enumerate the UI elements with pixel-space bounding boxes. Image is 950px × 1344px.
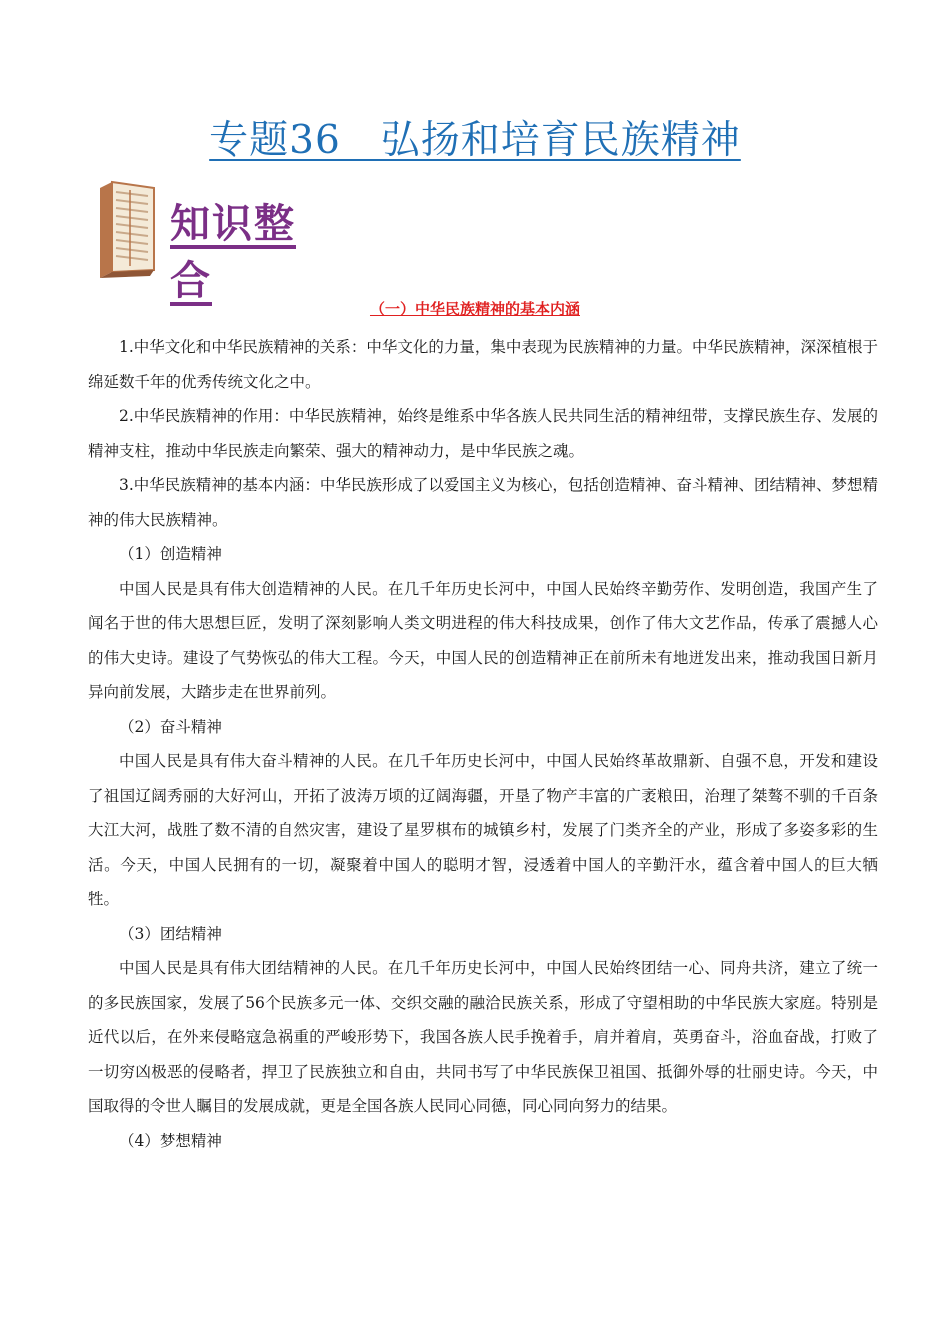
page-title	[0, 118, 950, 165]
document-body	[88, 330, 878, 1158]
paragraph: 2.中华民族精神的作用：中华民族精神，始终是维系中华各族人民共同生活的精神纽带，支撑民族生存、发展的精神支柱，推动中华民族走向繁荣、强大的精神动力，是中华民族之魂。	[88, 407, 878, 460]
book-icon	[92, 180, 162, 280]
subheading: （3）团结精神	[119, 924, 222, 943]
paragraph: 中国人民是具有伟大团结精神的人民。在几千年历史长河中，中国人民始终团结一心、同舟共济，建立了统一的多民族国家，发展了56个民族多元一体、交织交融的融洽民族关系，形成了守望相助的中华民族大家庭。特别是近代以后，在外来侵略寇急祸重的严峻形势下，我国各族人民手挽着手，肩并着肩，英勇奋斗，浴血奋战，打败了一切穷凶极恶的侵略者，捍卫了民族独立和自由，共同书写了中华民族保卫祖国、抵御外辱的壮丽史诗。今天，中国取得的令世人瞩目的发展成就，更是全国各族人民同心同德，同心同向努力的结果。	[88, 959, 878, 1115]
paragraph: 中国人民是具有伟大创造精神的人民。在几千年历史长河中，中国人民始终辛勤劳作、发明创造，我国产生了闻名于世的伟大思想巨匠，发明了深刻影响人类文明进程的伟大科技成果，创作了伟大文艺作品，传承了震撼人心的伟大史诗。建设了气势恢弘的伟大工程。今天，中国人民的创造精神正在前所未有地迸发出来，推动我国日新月异向前发展，大踏步走在世界前列。	[88, 579, 878, 701]
paragraph: 中国人民是具有伟大奋斗精神的人民。在几千年历史长河中，中国人民始终革故鼎新、自强不息，开发和建设了祖国辽阔秀丽的大好河山，开拓了波涛万顷的辽阔海疆，开垦了物产丰富的广袤粮田，治理了桀骜不驯的千百条大江大河，战胜了数不清的自然灾害，建设了星罗棋布的城镇乡村，发展了门类齐全的产业，形成了多姿多彩的生活。今天，中国人民拥有的一切，凝聚着中国人的聪明才智，浸透着中国人的辛勤汗水，蕴含着中国人的巨大牺牲。	[88, 752, 878, 908]
subheading: （1）创造精神	[119, 545, 222, 563]
banner-label: 知识整合	[170, 201, 296, 304]
knowledge-banner	[92, 180, 322, 304]
paragraph: 1.中华文化和中华民族精神的关系：中华文化的力量，集中表现为民族精神的力量。中华民族精神，深深植根于绵延数千年的优秀传统文化之中。	[88, 338, 878, 391]
section-heading: （一）中华民族精神的基本内涵	[369, 300, 580, 318]
subheading: （4）梦想精神	[119, 1131, 222, 1150]
subheading: （2）奋斗精神	[119, 717, 222, 736]
paragraph: 3.中华民族精神的基本内涵：中华民族形成了以爱国主义为核心，包括创造精神、奋斗精神、团结精神、梦想精神的伟大民族精神。	[88, 476, 878, 529]
title-text: 专题36 弘扬和培育民族精神	[209, 118, 741, 163]
